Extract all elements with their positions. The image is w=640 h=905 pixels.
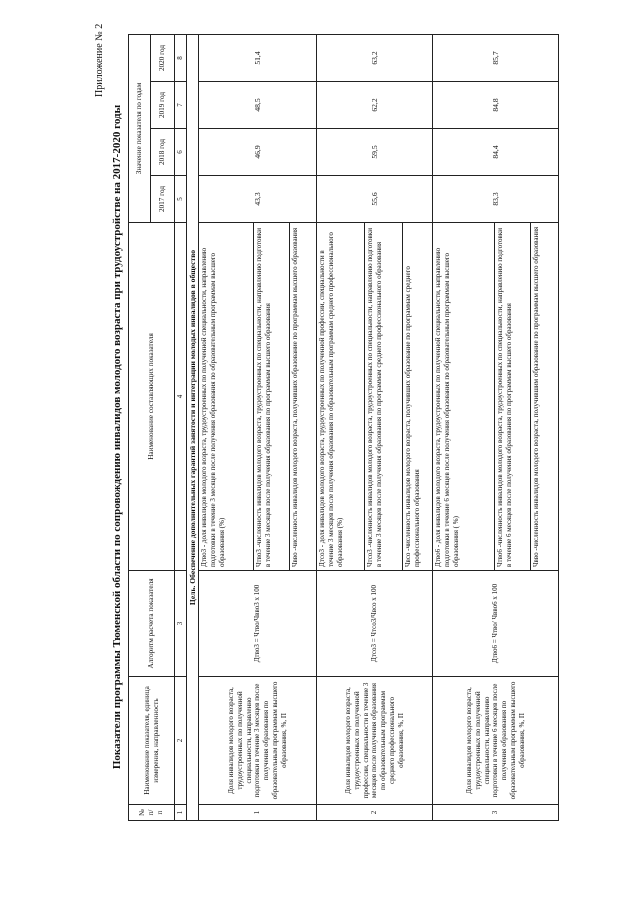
component-text: Чтво6 -численность инвалидов молодого возраста, трудоустроенных по специальности, направлению подготовки в течение 6 месяцев после получения образования по программам высшего образования [495,223,531,571]
header-algo: Алгоритм расчета показателя [129,571,175,677]
value-2018: 84,4 [433,129,559,176]
component-text: Дтво6 - доля инвалидов молодого возраста, трудоустроенных по полученной специальности, направлению подготовки в течение 6 месяцев после получения образования по образовательным программам высшего образования ( %) [433,223,495,571]
header-values: Значение показателя по годам [129,35,151,223]
table-row [433,35,495,821]
component-text: Чтво3 -численность инвалидов молодого возраста, трудоустроенных по специальности, направлению подготовки в течение 3 месяцев после получения образования по программам высшего образования [254,223,290,571]
column-number: 7 [175,82,187,129]
component-text: Чвво -численность инвалидов молодого возраста, получившим образование по программам высшего образования [531,223,559,571]
goal-text: Цель. Обеспечение дополнительных гарантий занятости и интеграции молодых инвалидов в общество [186,35,198,821]
header-components: Наименование составляющих показателя [129,223,175,571]
appendix-label: Приложение № 2 [94,23,105,97]
value-2017: 43,3 [199,176,317,223]
header-year: 2018 год [151,129,175,176]
indicator-formula: Дтво3 = Чтво/Чвво3 х 100 [199,571,317,677]
column-number: 5 [175,176,187,223]
row-number: 3 [433,805,559,821]
row-number: 2 [317,805,433,821]
value-2020: 63,2 [317,35,433,82]
component-text: Чтсо3 -численность инвалидов молодого возраста, трудоустроенных по специальности, направлению подготовки в течение 3 месяцев после получения образования по программам среднего профессионального образования [365,223,403,571]
table-row [317,35,365,821]
column-number: 8 [175,35,187,82]
value-2018: 59,5 [317,129,433,176]
component-text: Дтво3 - доля инвалидов молодого возраста, трудоустроенных по полученной специальности, направлению подготовки в течение 3 месяцев после получения образования по образовательным программам высшего образования (%) [199,223,254,571]
goal-row [186,35,198,821]
column-number: 1 [175,805,187,821]
value-2017: 83,3 [433,176,559,223]
header-year: 2020 год [151,35,175,82]
indicators-table [128,34,559,821]
value-2019: 62,2 [317,82,433,129]
column-number: 6 [175,129,187,176]
indicator-formula: Дтво6 = Чтво/ Чвво6 х 100 [433,571,559,677]
column-number: 3 [175,571,187,677]
column-number: 2 [175,677,187,805]
header-num: № п/п [129,805,175,821]
value-2019: 84,8 [433,82,559,129]
indicator-name: Доля инвалидов молодого возраста, трудоустроенных по полученной профессии, специальности в течение 3 месяцев после получения образования по образовательным программам среднего профессионального образования, %, П [317,677,433,805]
indicator-name: Доля инвалидов молодого возраста, трудоустроенных по полученной специальности, направленно подготовки в течение 3 месяцев после получения образования по образовательным программам высшего образования, %, П [199,677,317,805]
component-text: Дтсо3 - доля инвалидов молодого возраста, трудоустроенных по полученной профессии, специальности в течение 3 месяцев после получения образования по образовательным программам среднего профессионального образования (%) [317,223,365,571]
indicator-formula: Дтсо3 = Чтсо3/Чвсо х 100 [317,571,433,677]
column-number: 4 [175,223,187,571]
value-2019: 48,5 [199,82,317,129]
row-number: 1 [199,805,317,821]
table-row [199,35,254,821]
component-text: Чвво -численность инвалидов молодого возраста, получивших образование по программам высшего образования [290,223,317,571]
indicator-name: Доля инвалидов молодого возраста, трудоустроенных по полученной специальности, направлению подготовки в течение 6 месяцев после получения образования по образовательным программам высшего образования, %, П [433,677,559,805]
header-row-top [129,35,151,821]
value-2020: 51,4 [199,35,317,82]
component-text: Чвсо -численность инвалидов молодого возраста, получивших образование по программам среднего профессионального образования [403,223,433,571]
column-numbers-row [175,35,187,821]
header-year: 2017 год [151,176,175,223]
header-year: 2019 год [151,82,175,129]
document-title: Показатели программы Тюменской области по сопровождению инвалидов молодого возраста при трудоустройстве на 2017-2020 годы [111,104,123,770]
value-2020: 85,7 [433,35,559,82]
value-2018: 46,9 [199,129,317,176]
header-name: Наименование показателя, единица измерения, направленность [129,677,175,805]
value-2017: 55,6 [317,176,433,223]
